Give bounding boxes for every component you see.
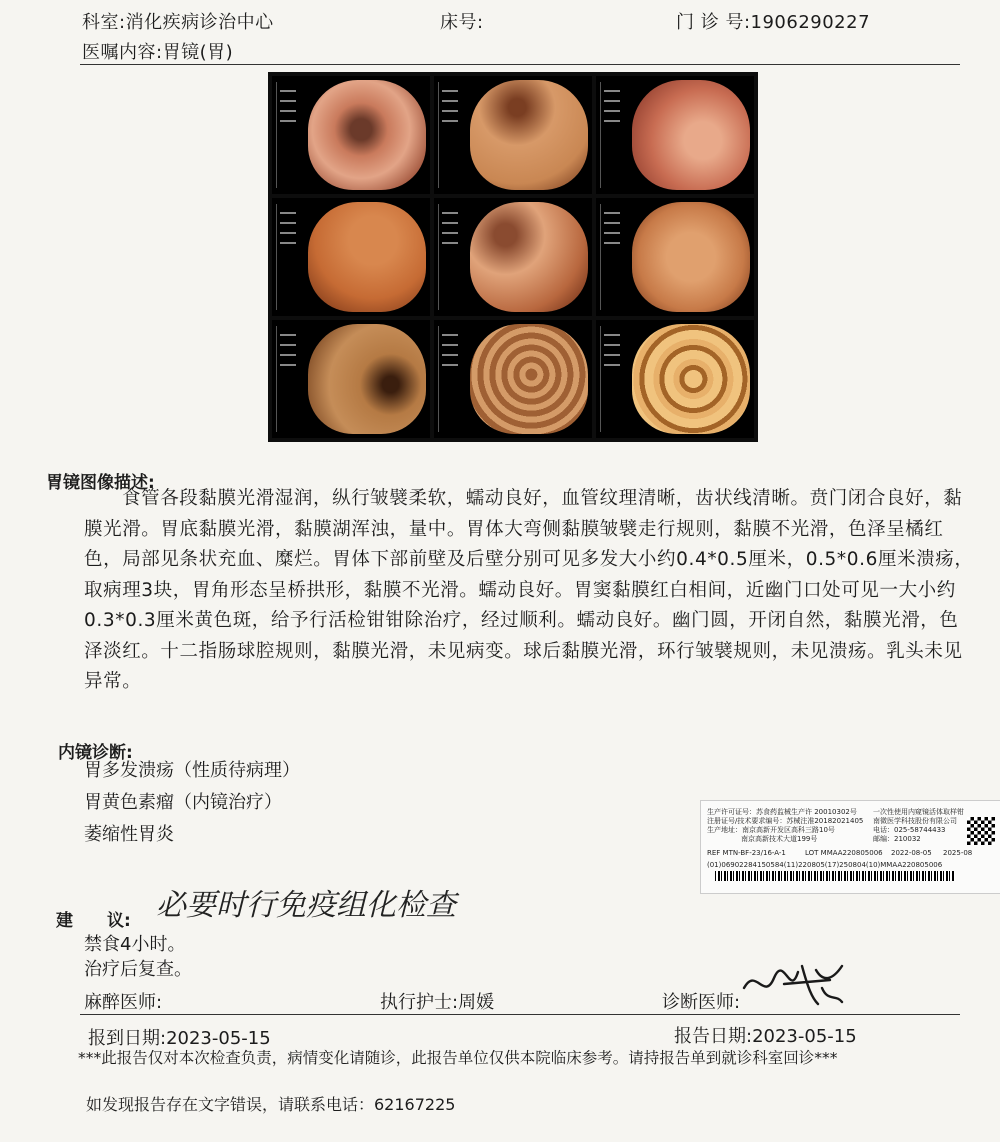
sticker-line-4: 南京高新技术大道199号 bbox=[741, 835, 818, 843]
sticker-exp-date: 2025-08 bbox=[943, 849, 973, 857]
doctor-signature bbox=[738, 958, 848, 1010]
doctor-label: 诊断医师: bbox=[662, 992, 741, 1013]
header-divider bbox=[80, 64, 960, 65]
clinic-number-row bbox=[676, 8, 870, 34]
sticker-line-3: 生产地址：南京高新开发区高科三路10号 bbox=[707, 826, 835, 834]
description-title: 胃镜图像描述: bbox=[46, 473, 155, 493]
nurse-label: 执行护士: bbox=[380, 992, 459, 1013]
endoscopy-image-2 bbox=[434, 76, 592, 194]
diagnosis-item-3: 萎缩性胃炎 bbox=[84, 824, 174, 845]
arrival-date-label: 报到日期: bbox=[88, 1028, 167, 1049]
endoscopy-image-5 bbox=[434, 198, 592, 316]
department-row bbox=[82, 8, 274, 34]
bed-label: 床号: bbox=[440, 12, 484, 33]
nurse-name: 周媛 bbox=[458, 992, 495, 1013]
sticker-right-3: 电话：025-58744433 bbox=[873, 826, 946, 834]
disclaimer-text: ***此报告仅对本次检查负责，病情变化请随诊，此报告单位仅供本院临床参考。请持报告单到就诊科室回诊*** bbox=[78, 1049, 838, 1067]
sticker-line-2: 注册证号/技术要求编号：苏械注准20182021405 bbox=[707, 817, 864, 825]
sticker-right-4: 邮编：210032 bbox=[873, 835, 921, 843]
sticker-barcode-text: (01)06902284150584(11)220805(17)250804(10)MMAA220805006 bbox=[707, 861, 943, 869]
advice-item-2: 治疗后复查。 bbox=[84, 959, 192, 980]
order-label: 医嘱内容: bbox=[82, 42, 163, 63]
staff-divider bbox=[80, 1014, 960, 1015]
description-text: 食管各段黏膜光滑湿润，纵行皱襞柔软，蠕动良好，血管纹理清晰，齿状线清晰。贲门闭合良好，黏膜光滑。胃底黏膜光滑，黏膜湖浑浊，量中。胃体大弯侧黏膜皱襞走行规则，黏膜不光滑，色泽呈橘红色，局部见条状充血、糜烂。胃体下部前壁及后壁分别可见多发大小约0.4*0.5厘米，0.5*0.6厘米溃疡，取病理3块，胃角形态呈桥拱形，黏膜不光滑。蠕动良好。胃窦黏膜红白相间，近幽门口处可见一大小约0.3*0.3厘米黄色斑，给予行活检钳钳除治疗，经过顺利。蠕动良好。幽门圆，开闭自然，黏膜光滑，色泽淡红。十二指肠球腔规则，黏膜光滑，未见病变。球后黏膜光滑，环行皱襞规则，未见溃疡。乳头未见异常。 bbox=[84, 488, 974, 692]
advice-handwritten-note: 必要时行免疫组化检查 bbox=[156, 888, 456, 923]
anesthetist-label: 麻醉医师: bbox=[84, 992, 163, 1013]
department-label: 科室: bbox=[82, 12, 126, 33]
nurse-row bbox=[380, 988, 494, 1014]
arrival-date-value: 2023-05-15 bbox=[166, 1028, 271, 1049]
endoscopy-image-4 bbox=[272, 198, 430, 316]
sticker-right-1: 一次性使用内窥镜活体取样钳 bbox=[873, 808, 964, 816]
sticker-lot-value: MMAA220805006 bbox=[820, 849, 883, 857]
advice-title: 建 议: bbox=[56, 911, 131, 931]
endoscopy-image-3 bbox=[596, 76, 754, 194]
report-date-label: 报告日期: bbox=[674, 1026, 753, 1047]
diagnosis-item-2: 胃黄色素瘤（内镜治疗） bbox=[84, 792, 282, 813]
device-sticker-label bbox=[700, 800, 1000, 894]
sticker-barcode bbox=[715, 871, 955, 881]
sticker-lot: LOT MMAA220805006 bbox=[805, 849, 883, 857]
endoscopy-image-7 bbox=[272, 320, 430, 438]
sticker-ref: REF MTN-BF-23/16-A-1 bbox=[707, 849, 786, 857]
order-value: 胃镜(胃) bbox=[162, 42, 234, 63]
report-date-row bbox=[674, 1022, 857, 1048]
report-date-value: 2023-05-15 bbox=[752, 1026, 857, 1047]
endoscopy-image-6 bbox=[596, 198, 754, 316]
sticker-right-2: 南微医学科技股份有限公司 bbox=[873, 817, 957, 825]
diagnosis-item-1: 胃多发溃疡（性质待病理） bbox=[84, 760, 300, 781]
endoscopy-image-8 bbox=[434, 320, 592, 438]
clinic-number-value: 1906290227 bbox=[750, 12, 871, 33]
department-value: 消化疾病诊治中心 bbox=[125, 12, 274, 33]
endoscopy-image-1 bbox=[272, 76, 430, 194]
sticker-qr-code bbox=[967, 817, 995, 845]
order-row bbox=[82, 38, 233, 64]
advice-item-1: 禁食4小时。 bbox=[84, 934, 186, 955]
endoscopy-image-grid bbox=[268, 72, 758, 442]
sticker-line-1: 生产许可证号：苏食药监械生产许 20010302号 bbox=[707, 808, 857, 816]
diagnosis-title: 内镜诊断: bbox=[58, 743, 133, 763]
contact-text: 如发现报告存在文字错误，请联系电话：62167225 bbox=[86, 1095, 456, 1114]
endoscopy-image-9 bbox=[596, 320, 754, 438]
clinic-number-label: 门 诊 号: bbox=[676, 12, 751, 33]
sticker-ref-value: MTN-BF-23/16-A-1 bbox=[722, 849, 786, 857]
sticker-mfg-date: 2022-08-05 bbox=[891, 849, 932, 857]
